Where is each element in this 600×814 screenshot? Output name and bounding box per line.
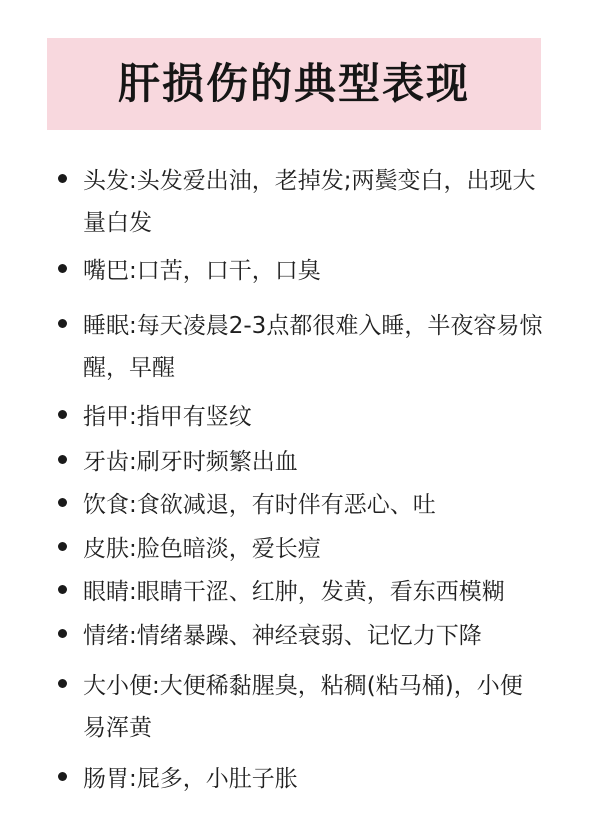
bullet-dot-icon <box>58 319 67 328</box>
list-item-mood <box>58 615 548 657</box>
bullet-dot-icon <box>58 542 67 551</box>
bullet-dot-icon <box>58 772 67 781</box>
list-item-text: 情绪:情绪暴躁、神经衰弱、记忆力下降 <box>83 623 482 649</box>
bullet-dot-icon <box>58 629 67 638</box>
list-item-eyes <box>58 571 548 613</box>
list-item-nails <box>58 396 548 438</box>
list-item-bowel <box>58 665 548 749</box>
list-item-mouth <box>58 250 548 292</box>
list-item-teeth <box>58 441 548 483</box>
list-item-text: 饮食:食欲减退，有时伴有恶心、吐 <box>83 492 436 518</box>
list-item-sleep <box>58 305 548 389</box>
bullet-dot-icon <box>58 264 67 273</box>
bullet-dot-icon <box>58 455 67 464</box>
list-item-hair <box>58 160 548 244</box>
list-item-text: 皮肤:脸色暗淡，爱长痘 <box>83 536 321 562</box>
bullet-dot-icon <box>58 174 67 183</box>
list-item-text: 眼睛:眼睛干涩、红肿，发黄，看东西模糊 <box>83 579 505 605</box>
bullet-dot-icon <box>58 585 67 594</box>
list-item-text: 头发:头发爱出油，老掉发;两鬓变白，出现大量白发 <box>83 168 536 236</box>
list-item-text: 嘴巴:口苦，口干，口臭 <box>83 258 321 284</box>
list-item-stomach <box>58 758 548 800</box>
page-title: 肝损伤的典型表现 <box>117 59 470 108</box>
list-item-diet <box>58 484 548 526</box>
bullet-dot-icon <box>58 498 67 507</box>
bullet-dot-icon <box>58 679 67 688</box>
list-item-text: 指甲:指甲有竖纹 <box>83 404 252 430</box>
list-item-text: 大小便:大便稀黏腥臭，粘稠(粘马桶)，小便易浑黄 <box>83 673 523 741</box>
list-item-text: 肠胃:屁多，小肚子胀 <box>83 766 298 792</box>
bullet-dot-icon <box>58 410 67 419</box>
list-item-text: 牙齿:刷牙时频繁出血 <box>83 449 298 475</box>
list-item-skin <box>58 528 548 570</box>
list-item-text: 睡眠:每天凌晨2-3点都很难入睡，半夜容易惊醒，早醒 <box>83 313 543 381</box>
